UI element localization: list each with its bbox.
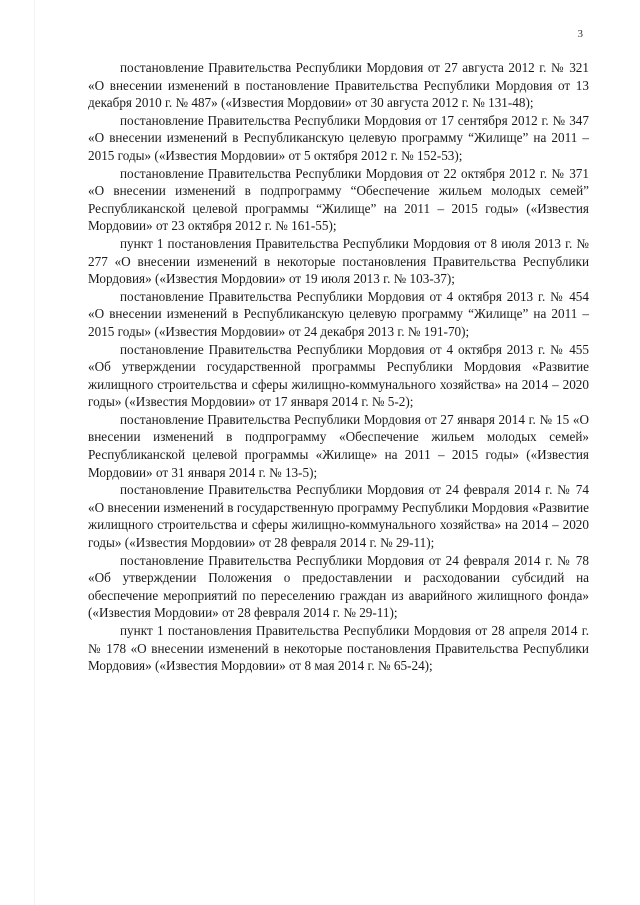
list-item: постановление Правительства Республики Мордовия от 4 октября 2013 г. № 454 «О внесении изменений в Республиканскую целевую программу “Жилище” на 2011 – 2015 годы» («Известия Мордовии» от 24 декабря 2013 г. № 191-70); bbox=[88, 288, 589, 339]
list-item: пункт 1 постановления Правительства Республики Мордовия от 28 апреля 2014 г. № 178 «О внесении изменений в некоторые постановления Правительства Республики Мордовия» («Известия Мордовии» от 8 мая 2014 г. № 65-24); bbox=[88, 623, 589, 674]
list-item: постановление Правительства Республики Мордовия от 27 января 2014 г. № 15 «О внесении изменений в подпрограмму «Обеспечение жильем молодых семей» Республиканской целевой программы «Жилище» на 2011 – 2015 годы» («Известия Мордовии» от 31 января 2014 г. № 13-5); bbox=[88, 411, 589, 480]
page-number: 3 bbox=[577, 28, 583, 40]
list-item: постановление Правительства Республики Мордовия от 4 октября 2013 г. № 455 «Об утверждении государственной программы Республики Мордовия «Развитие жилищного строительства и сферы жилищно-коммунального хозяйства» на 2014 – 2020 годы» («Известия Мордовии» от 17 января 2014 г. № 5-2); bbox=[88, 341, 589, 410]
document-body bbox=[88, 59, 589, 675]
list-item: постановление Правительства Республики Мордовия от 24 февраля 2014 г. № 78 «Об утверждении Положения о предоставлении и расходовании субсидий на обеспечение мероприятий по переселению граждан из аварийного жилищного фонда» («Известия Мордовии» от 28 февраля 2014 г. № 29-11); bbox=[88, 552, 589, 621]
list-item: постановление Правительства Республики Мордовия от 17 сентября 2012 г. № 347 «О внесении изменений в Республиканскую целевую программу “Жилище” на 2011 – 2015 годы» («Известия Мордовии» от 5 октября 2012 г. № 152-53); bbox=[88, 112, 589, 163]
list-item: постановление Правительства Республики Мордовия от 27 августа 2012 г. № 321 «О внесении изменений в постановление Правительства Республики Мордовия от 13 декабря 2010 г. № 487» («Известия Мордовии» от 30 августа 2012 г. № 131-48); bbox=[88, 60, 589, 111]
list-item: постановление Правительства Республики Мордовия от 24 февраля 2014 г. № 74 «О внесении изменений в государственную программу Республики Мордовия «Развитие жилищного строительства и сферы жилищно-коммунального хозяйства» на 2014 – 2020 годы» («Известия Мордовии» от 28 февраля 2014 г. № 29-11); bbox=[88, 482, 589, 551]
scan-edge bbox=[34, 0, 35, 905]
list-item: пункт 1 постановления Правительства Республики Мордовия от 8 июля 2013 г. № 277 «О внесении изменений в некоторые постановления Правительства Республики Мордовия» («Известия Мордовии» от 19 июля 2013 г. № 103-37); bbox=[88, 235, 589, 287]
list-item: постановление Правительства Республики Мордовия от 22 октября 2012 г. № 371 «О внесении изменений в подпрограмму “Обеспечение жильем молодых семей” Республиканской целевой программы “Жилище” на 2011 – 2015 годы» («Известия Мордовии» от 23 октября 2012 г. № 161-55); bbox=[88, 165, 589, 234]
